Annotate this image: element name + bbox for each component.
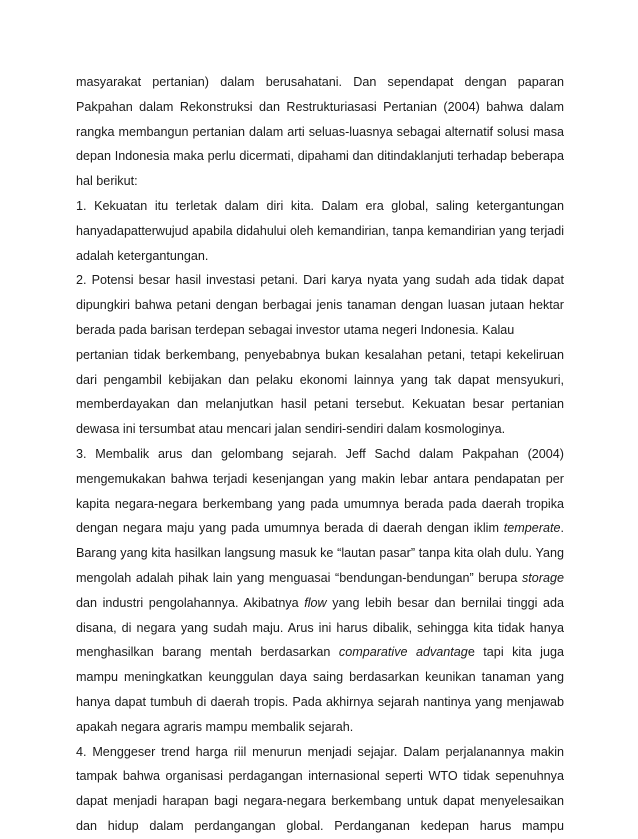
text-line: rangka membangun pertanian dalam arti seluas-luasnya sebagai alternatif solusi masa [76, 124, 564, 139]
text-line: hanya dapat tumbuh di daerah tropis. Pada akhirnya sejarah nantinya yang menjawab [76, 694, 564, 709]
text-line: mampu meningkatkan keunggulan daya saing berdasarkan keunikan tanaman yang [76, 670, 564, 685]
text-line: dari pengambil kebijakan dan pelaku ekonomi lainnya yang tak dapat mensyukuri, [76, 372, 564, 387]
text-line: hal berikut: [76, 174, 138, 189]
italic-term: temperate [503, 521, 561, 536]
text-line: 2. Potensi besar hasil investasi petani. Dari karya nyata yang sudah ada tidak dapat [76, 273, 564, 288]
text-line: 1. Kekuatan itu terletak dalam diri kita. Dalam era global, saling ketergantungan [76, 198, 564, 213]
text-line: berada pada barisan terdepan sebagai investor utama negeri Indonesia. Kalau [76, 322, 515, 337]
text-line: Barang yang kita hasilkan langsung masuk ke “lautan pasar” tanpa kita olah dulu. Yang [76, 546, 564, 561]
text-line: tampak bahwa organisasi perdagangan internasional seperti WTO tidak sepenuhnya [76, 769, 564, 784]
text-line: kapita negara-negara berkembang yang pada umumnya berada pada daerah tropika [76, 496, 564, 511]
text-line [76, 516, 564, 541]
text-line: disana, di negara yang sudah maju. Arus ini harus dibalik, sehingga kita tidak hanya [76, 620, 564, 635]
body-text [76, 70, 564, 839]
text-segment: yang lebih besar dan bernilai tinggi ada [326, 595, 564, 610]
text-line: adalah ketergantungan. [76, 248, 209, 263]
text-line: mengemukakan bahwa terjadi kesenjangan yang makin lebar antara pendapatan per [76, 471, 564, 486]
text-line [76, 640, 564, 665]
text-line: dan hidup dalam perdangangan global. Perdanganan kedepan harus mampu [76, 818, 564, 833]
text-line: dapat menjadi harapan bagi negara-negara berkembang untuk dapat menyelesaikan [76, 794, 564, 809]
italic-term: storage [521, 570, 564, 585]
text-line: masyarakat pertanian) dalam berusahatani. Dan sependapat dengan paparan [76, 75, 564, 89]
text-line: Pakpahan dalam Rekonstruksi dan Restrukturiasasi Pertanian (2004) bahwa dalam [76, 99, 564, 114]
text-line: dipungkiri bahwa petani dengan berbagai jenis tanaman dengan luasan jutaan hektar [76, 298, 564, 313]
text-line: depan Indonesia maka perlu dicermati, dipahami dan ditindaklanjuti terhadap beberapa [76, 149, 564, 164]
text-segment: mengolah adalah pihak lain yang menguasai “bendungan-bendungan” berupa [76, 570, 522, 585]
text-segment: dengan negara maju yang pada umumnya berada di daerah dengan iklim [76, 521, 504, 536]
text-line: hanyadapatterwujud apabila didahului oleh kemandirian, tanpa kemandirian yang terjadi [76, 223, 564, 238]
text-line: pertanian tidak berkembang, penyebabnya bukan kesalahan petani, tetapi kekeliruan [76, 347, 564, 362]
text-line: 3. Membalik arus dan gelombang sejarah. Jeff Sachd dalam Pakpahan (2004) [76, 446, 564, 461]
text-line [76, 566, 564, 591]
text-line: dewasa ini tersumbat atau mencari jalan sendiri-sendiri dalam kosmologinya. [76, 422, 506, 437]
italic-term: flow [304, 595, 327, 610]
text-segment: dan industri pengolahannya. Akibatnya [76, 595, 305, 610]
text-line: memberdayakan dan melanjutkan hasil petani tersebut. Kekuatan besar pertanian [76, 397, 564, 412]
text-segment: menghasilkan barang mentah berdasarkan [76, 645, 339, 660]
text-segment: . [560, 521, 564, 536]
text-line [76, 591, 564, 616]
italic-term: comparative advantag [338, 645, 468, 660]
text-line: 4. Menggeser trend harga riil menurun menjadi sejajar. Dalam perjalanannya makin [76, 744, 564, 759]
text-segment: e tapi kita juga [467, 645, 564, 660]
text-line: apakah negara agraris mampu membalik sejarah. [76, 719, 354, 734]
